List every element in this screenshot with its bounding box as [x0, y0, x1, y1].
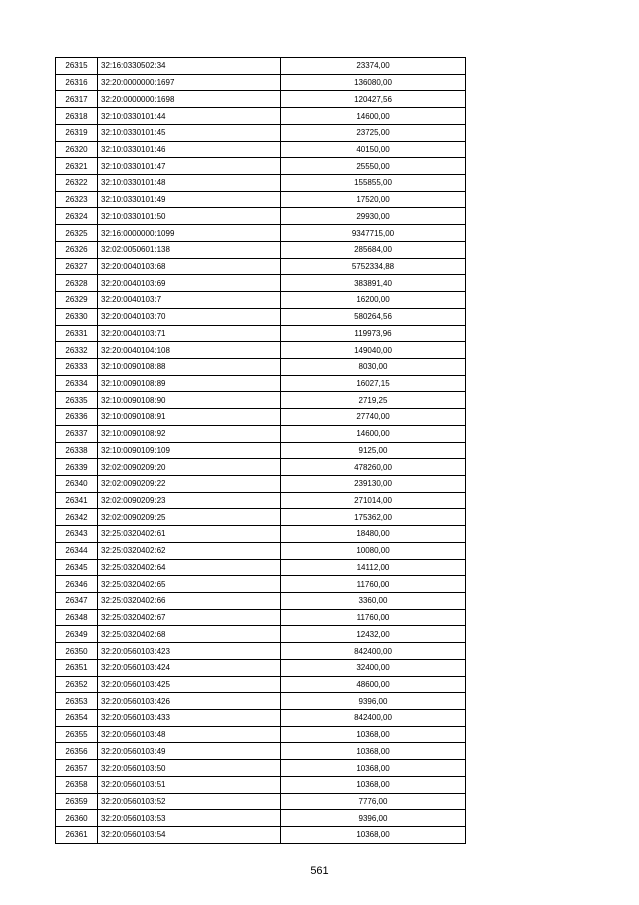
- row-number-cell: 26361: [56, 827, 98, 844]
- cadastral-number-cell: 32:20:0560103:49: [98, 743, 281, 760]
- row-number-cell: 26360: [56, 810, 98, 827]
- value-cell: 11760,00: [281, 576, 466, 593]
- value-cell: 271014,00: [281, 492, 466, 509]
- cadastral-number-cell: 32:16:0000000:1099: [98, 225, 281, 242]
- cadastral-number-cell: 32:20:0560103:51: [98, 776, 281, 793]
- cadastral-number-cell: 32:10:0090108:89: [98, 375, 281, 392]
- value-cell: 48600,00: [281, 676, 466, 693]
- cadastral-number-cell: 32:20:0560103:423: [98, 643, 281, 660]
- row-number-cell: 26342: [56, 509, 98, 526]
- table-row: [56, 375, 466, 392]
- value-cell: 23725,00: [281, 124, 466, 141]
- value-cell: 16027,15: [281, 375, 466, 392]
- cadastral-number-cell: 32:20:0560103:426: [98, 693, 281, 710]
- value-cell: 23374,00: [281, 58, 466, 75]
- table-row: [56, 743, 466, 760]
- value-cell: 10368,00: [281, 776, 466, 793]
- value-cell: 3360,00: [281, 593, 466, 610]
- cadastral-number-cell: 32:25:0320402:68: [98, 626, 281, 643]
- cadastral-number-cell: 32:20:0560103:54: [98, 827, 281, 844]
- cadastral-number-cell: 32:20:0560103:53: [98, 810, 281, 827]
- table-row: [56, 225, 466, 242]
- row-number-cell: 26349: [56, 626, 98, 643]
- table-row: [56, 459, 466, 476]
- table-row: [56, 526, 466, 543]
- cadastral-number-cell: 32:20:0000000:1697: [98, 74, 281, 91]
- value-cell: 842400,00: [281, 710, 466, 727]
- row-number-cell: 26339: [56, 459, 98, 476]
- value-cell: 2719,25: [281, 392, 466, 409]
- value-cell: 10368,00: [281, 760, 466, 777]
- row-number-cell: 26331: [56, 325, 98, 342]
- table-row: [56, 141, 466, 158]
- value-cell: 149040,00: [281, 342, 466, 359]
- value-cell: 17520,00: [281, 191, 466, 208]
- cadastral-number-cell: 32:20:0560103:433: [98, 710, 281, 727]
- cadastral-number-cell: 32:10:0330101:47: [98, 158, 281, 175]
- row-number-cell: 26336: [56, 409, 98, 426]
- row-number-cell: 26332: [56, 342, 98, 359]
- value-cell: 9396,00: [281, 693, 466, 710]
- row-number-cell: 26341: [56, 492, 98, 509]
- cadastral-number-cell: 32:10:0090108:90: [98, 392, 281, 409]
- table-row: [56, 776, 466, 793]
- row-number-cell: 26347: [56, 593, 98, 610]
- row-number-cell: 26323: [56, 191, 98, 208]
- table-row: [56, 710, 466, 727]
- table-row: [56, 643, 466, 660]
- value-cell: 10368,00: [281, 827, 466, 844]
- value-cell: 40150,00: [281, 141, 466, 158]
- row-number-cell: 26351: [56, 659, 98, 676]
- table-row: [56, 827, 466, 844]
- cadastral-number-cell: 32:10:0090108:92: [98, 425, 281, 442]
- value-cell: 580264,56: [281, 308, 466, 325]
- row-number-cell: 26317: [56, 91, 98, 108]
- row-number-cell: 26350: [56, 643, 98, 660]
- table-row: [56, 308, 466, 325]
- cadastral-number-cell: 32:20:0040103:68: [98, 258, 281, 275]
- row-number-cell: 26355: [56, 726, 98, 743]
- table-row: [56, 576, 466, 593]
- value-cell: 239130,00: [281, 475, 466, 492]
- row-number-cell: 26326: [56, 241, 98, 258]
- value-cell: 10080,00: [281, 542, 466, 559]
- value-cell: 18480,00: [281, 526, 466, 543]
- cadastral-number-cell: 32:10:0330101:49: [98, 191, 281, 208]
- row-number-cell: 26356: [56, 743, 98, 760]
- cadastral-number-cell: 32:02:0050601:138: [98, 241, 281, 258]
- value-cell: 11760,00: [281, 609, 466, 626]
- value-cell: 25550,00: [281, 158, 466, 175]
- value-cell: 29930,00: [281, 208, 466, 225]
- row-number-cell: 26354: [56, 710, 98, 727]
- value-cell: 9347715,00: [281, 225, 466, 242]
- value-cell: 14112,00: [281, 559, 466, 576]
- table-row: [56, 793, 466, 810]
- table-row: [56, 292, 466, 309]
- table-row: [56, 509, 466, 526]
- table-row: [56, 542, 466, 559]
- table-row: [56, 475, 466, 492]
- row-number-cell: 26344: [56, 542, 98, 559]
- table-row: [56, 810, 466, 827]
- table-row: [56, 626, 466, 643]
- row-number-cell: 26322: [56, 175, 98, 192]
- value-cell: 9125,00: [281, 442, 466, 459]
- table-body: [56, 58, 466, 844]
- cadastral-number-cell: 32:02:0090209:22: [98, 475, 281, 492]
- value-cell: 175362,00: [281, 509, 466, 526]
- row-number-cell: 26345: [56, 559, 98, 576]
- table-row: [56, 325, 466, 342]
- row-number-cell: 26321: [56, 158, 98, 175]
- cadastral-number-cell: 32:25:0320402:61: [98, 526, 281, 543]
- row-number-cell: 26334: [56, 375, 98, 392]
- row-number-cell: 26328: [56, 275, 98, 292]
- table-row: [56, 726, 466, 743]
- cadastral-number-cell: 32:25:0320402:67: [98, 609, 281, 626]
- table-row: [56, 108, 466, 125]
- row-number-cell: 26346: [56, 576, 98, 593]
- row-number-cell: 26318: [56, 108, 98, 125]
- cadastral-number-cell: 32:10:0090108:88: [98, 358, 281, 375]
- table-row: [56, 74, 466, 91]
- cadastral-number-cell: 32:10:0090109:109: [98, 442, 281, 459]
- table-row: [56, 392, 466, 409]
- cadastral-number-cell: 32:02:0090209:25: [98, 509, 281, 526]
- value-cell: 14600,00: [281, 425, 466, 442]
- table-row: [56, 693, 466, 710]
- row-number-cell: 26359: [56, 793, 98, 810]
- cadastral-number-cell: 32:25:0320402:65: [98, 576, 281, 593]
- cadastral-number-cell: 32:20:0040103:70: [98, 308, 281, 325]
- cadastral-number-cell: 32:20:0560103:52: [98, 793, 281, 810]
- row-number-cell: 26327: [56, 258, 98, 275]
- table-row: [56, 258, 466, 275]
- cadastral-number-cell: 32:02:0090209:20: [98, 459, 281, 476]
- row-number-cell: 26338: [56, 442, 98, 459]
- table-row: [56, 358, 466, 375]
- cadastral-number-cell: 32:10:0330101:50: [98, 208, 281, 225]
- cadastral-number-cell: 32:20:0040103:69: [98, 275, 281, 292]
- cadastral-number-cell: 32:10:0330101:44: [98, 108, 281, 125]
- table-row: [56, 609, 466, 626]
- cadastral-number-cell: 32:10:0330101:48: [98, 175, 281, 192]
- cadastral-number-cell: 32:02:0090209:23: [98, 492, 281, 509]
- table-row: [56, 275, 466, 292]
- row-number-cell: 26316: [56, 74, 98, 91]
- table-row: [56, 175, 466, 192]
- cadastral-number-cell: 32:20:0000000:1698: [98, 91, 281, 108]
- value-cell: 32400,00: [281, 659, 466, 676]
- table-row: [56, 559, 466, 576]
- row-number-cell: 26358: [56, 776, 98, 793]
- row-number-cell: 26348: [56, 609, 98, 626]
- cadastral-number-cell: 32:25:0320402:64: [98, 559, 281, 576]
- row-number-cell: 26343: [56, 526, 98, 543]
- page-number: 561: [310, 865, 329, 877]
- value-cell: 136080,00: [281, 74, 466, 91]
- value-cell: 7776,00: [281, 793, 466, 810]
- cadastral-number-cell: 32:20:0040103:7: [98, 292, 281, 309]
- table-row: [56, 241, 466, 258]
- cadastral-number-cell: 32:20:0040103:71: [98, 325, 281, 342]
- row-number-cell: 26340: [56, 475, 98, 492]
- table-row: [56, 191, 466, 208]
- table-row: [56, 676, 466, 693]
- row-number-cell: 26329: [56, 292, 98, 309]
- value-cell: 383891,40: [281, 275, 466, 292]
- row-number-cell: 26324: [56, 208, 98, 225]
- cadastral-value-table: [55, 57, 466, 844]
- cadastral-number-cell: 32:10:0330101:45: [98, 124, 281, 141]
- table-row: [56, 208, 466, 225]
- row-number-cell: 26353: [56, 693, 98, 710]
- row-number-cell: 26352: [56, 676, 98, 693]
- value-cell: 478260,00: [281, 459, 466, 476]
- cadastral-number-cell: 32:10:0090108:91: [98, 409, 281, 426]
- row-number-cell: 26325: [56, 225, 98, 242]
- value-cell: 9396,00: [281, 810, 466, 827]
- row-number-cell: 26319: [56, 124, 98, 141]
- cadastral-number-cell: 32:16:0330502:34: [98, 58, 281, 75]
- cadastral-number-cell: 32:20:0040104:108: [98, 342, 281, 359]
- table-row: [56, 409, 466, 426]
- value-cell: 12432,00: [281, 626, 466, 643]
- value-cell: 842400,00: [281, 643, 466, 660]
- row-number-cell: 26315: [56, 58, 98, 75]
- value-cell: 285684,00: [281, 241, 466, 258]
- value-cell: 119973,96: [281, 325, 466, 342]
- row-number-cell: 26333: [56, 358, 98, 375]
- cadastral-number-cell: 32:20:0560103:424: [98, 659, 281, 676]
- cadastral-number-cell: 32:10:0330101:46: [98, 141, 281, 158]
- value-cell: 27740,00: [281, 409, 466, 426]
- row-number-cell: 26357: [56, 760, 98, 777]
- table-row: [56, 425, 466, 442]
- row-number-cell: 26337: [56, 425, 98, 442]
- row-number-cell: 26330: [56, 308, 98, 325]
- value-cell: 120427,56: [281, 91, 466, 108]
- table-row: [56, 91, 466, 108]
- value-cell: 16200,00: [281, 292, 466, 309]
- value-cell: 10368,00: [281, 726, 466, 743]
- value-cell: 14600,00: [281, 108, 466, 125]
- table-row: [56, 442, 466, 459]
- table-row: [56, 158, 466, 175]
- table-row: [56, 659, 466, 676]
- table-row: [56, 492, 466, 509]
- cadastral-number-cell: 32:20:0560103:50: [98, 760, 281, 777]
- table-row: [56, 760, 466, 777]
- table-row: [56, 124, 466, 141]
- row-number-cell: 26320: [56, 141, 98, 158]
- cadastral-number-cell: 32:25:0320402:62: [98, 542, 281, 559]
- table-row: [56, 342, 466, 359]
- row-number-cell: 26335: [56, 392, 98, 409]
- value-cell: 5752334,88: [281, 258, 466, 275]
- table-row: [56, 58, 466, 75]
- value-cell: 8030,00: [281, 358, 466, 375]
- cadastral-number-cell: 32:20:0560103:425: [98, 676, 281, 693]
- cadastral-number-cell: 32:25:0320402:66: [98, 593, 281, 610]
- cadastral-number-cell: 32:20:0560103:48: [98, 726, 281, 743]
- table-row: [56, 593, 466, 610]
- value-cell: 155855,00: [281, 175, 466, 192]
- value-cell: 10368,00: [281, 743, 466, 760]
